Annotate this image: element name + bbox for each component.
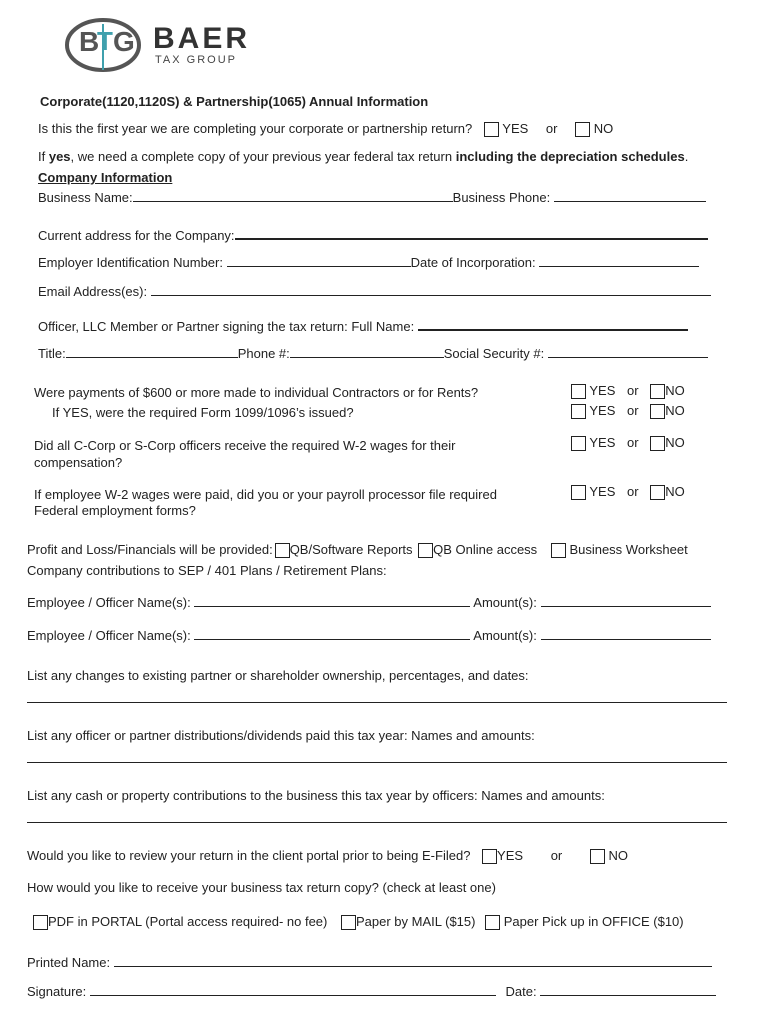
- note-bold: including the depreciation schedules: [455, 149, 685, 164]
- first-year-row: [38, 121, 613, 137]
- first-year-no-checkbox[interactable]: [575, 122, 590, 137]
- title-phone-ssn-row: [38, 346, 708, 361]
- w2-question-line1: Did all C-Corp or S-Corp officers receive the required W-2 wages for their: [34, 438, 456, 453]
- payments-600-or: or: [627, 383, 639, 398]
- form-1099-or: or: [627, 403, 639, 418]
- ownership-changes-input[interactable]: [27, 702, 727, 703]
- payments-600-yes-label: YES: [589, 383, 616, 398]
- employee-officer-row-2: [27, 628, 711, 643]
- note-yes: yes: [48, 149, 71, 164]
- officer-label: Officer, LLC Member or Partner signing the tax return: Full Name:: [38, 319, 415, 334]
- form-title: Corporate(1120,1120S) & Partnership(1065) Annual Information: [40, 94, 429, 109]
- employee-officer-label-2: Employee / Officer Name(s):: [27, 628, 191, 643]
- signature-label: Signature:: [27, 984, 87, 999]
- employee-officer-input-2[interactable]: [194, 628, 470, 640]
- signature-row: [27, 984, 716, 999]
- review-no-checkbox[interactable]: [590, 849, 605, 864]
- w2-no-label: NO: [665, 435, 685, 450]
- business-phone-label: Business Phone:: [452, 190, 551, 205]
- first-year-question: Is this the first year we are completing your corporate or partnership return?: [38, 121, 473, 136]
- email-label: Email Address(es):: [38, 284, 148, 299]
- title-label: Title:: [38, 346, 66, 361]
- business-name-label: Business Name:: [38, 190, 133, 205]
- employee-officer-row-1: [27, 595, 711, 610]
- review-row: [27, 848, 628, 864]
- form-1099-options: [571, 403, 685, 419]
- qb-online-checkbox[interactable]: [418, 543, 433, 558]
- date-incorporation-input[interactable]: [539, 255, 699, 267]
- form-1099-no-checkbox[interactable]: [650, 404, 665, 419]
- payroll-question-line1: If employee W-2 wages were paid, did you or your payroll processor file required: [34, 487, 497, 502]
- date-label: Date:: [505, 984, 537, 999]
- phone-input[interactable]: [290, 346, 444, 358]
- amount-input-1[interactable]: [541, 595, 711, 607]
- address-label: Current address for the Company:: [38, 228, 235, 243]
- payments-600-question: Were payments of $600 or more made to individual Contractors or for Rents?: [34, 385, 479, 400]
- review-yes-checkbox[interactable]: [482, 849, 497, 864]
- form-1099-no-label: NO: [665, 403, 685, 418]
- logo-monogram-b: B: [79, 26, 100, 57]
- payroll-or: or: [627, 484, 639, 499]
- payroll-question-line2: Federal employment forms?: [34, 503, 196, 518]
- first-year-yes-checkbox[interactable]: [484, 122, 499, 137]
- logo-name: BAER: [153, 22, 251, 55]
- payments-600-options: [571, 383, 685, 399]
- financials-row: [27, 542, 688, 558]
- payments-600-no-label: NO: [665, 383, 685, 398]
- payroll-yes-checkbox[interactable]: [571, 485, 586, 500]
- note-mid: , we need a complete copy of your previous year federal tax return: [70, 149, 456, 164]
- ein-input[interactable]: [227, 255, 411, 267]
- address-input[interactable]: [235, 227, 708, 240]
- signature-input[interactable]: [90, 984, 496, 996]
- review-question: Would you like to review your return in the client portal prior to being E-Filed?: [27, 848, 471, 863]
- ein-row: [38, 255, 699, 270]
- title-input[interactable]: [66, 346, 238, 358]
- company-info-heading: Company Information: [38, 170, 173, 185]
- qb-online-label: QB Online access: [433, 542, 538, 557]
- business-worksheet-checkbox[interactable]: [551, 543, 566, 558]
- date-incorporation-label: Date of Incorporation:: [410, 255, 536, 270]
- w2-options: [571, 435, 685, 451]
- company-logo: [65, 18, 265, 72]
- distributions-label: List any officer or partner distributions/dividends paid this tax year: Names and amounts:: [27, 728, 535, 743]
- qb-software-checkbox[interactable]: [275, 543, 290, 558]
- financials-label: Profit and Loss/Financials will be provided:: [27, 542, 273, 557]
- distributions-input[interactable]: [27, 762, 727, 763]
- amount-label-1: Amount(s):: [473, 595, 537, 610]
- w2-yes-label: YES: [589, 435, 616, 450]
- payroll-no-checkbox[interactable]: [650, 485, 665, 500]
- contributions-label: Company contributions to SEP / 401 Plans / Retirement Plans:: [27, 563, 387, 578]
- first-year-no-label: NO: [593, 121, 614, 136]
- payments-600-no-checkbox[interactable]: [650, 384, 665, 399]
- form-1099-yes-checkbox[interactable]: [571, 404, 586, 419]
- ownership-changes-label: List any changes to existing partner or shareholder ownership, percentages, and dates:: [27, 668, 529, 683]
- review-or: or: [550, 848, 563, 863]
- phone-label: Phone #:: [237, 346, 290, 361]
- delivery-options: [33, 914, 684, 930]
- contributions-list-label: List any cash or property contributions to the business this tax year by officers: Names and amounts:: [27, 788, 605, 803]
- payroll-yes-label: YES: [589, 484, 616, 499]
- email-row: [38, 284, 711, 299]
- officer-input[interactable]: [418, 318, 688, 331]
- payroll-no-label: NO: [665, 484, 685, 499]
- first-year-yes-label: YES: [502, 121, 529, 136]
- business-worksheet-label: Business Worksheet: [569, 542, 688, 557]
- email-input[interactable]: [151, 284, 711, 296]
- if-yes-note: [38, 149, 688, 164]
- w2-question-line2: compensation?: [34, 455, 123, 470]
- paper-mail-checkbox[interactable]: [341, 915, 356, 930]
- date-input[interactable]: [540, 984, 716, 996]
- paper-mail-label: Paper by MAIL ($15): [356, 914, 476, 929]
- first-year-or: or: [545, 121, 558, 136]
- ssn-label: Social Security #:: [443, 346, 545, 361]
- delivery-question: How would you like to receive your business tax return copy? (check at least one): [27, 880, 496, 895]
- officer-row: [38, 318, 688, 334]
- pdf-portal-label: PDF in PORTAL (Portal access required- no fee): [48, 914, 328, 929]
- ssn-input[interactable]: [548, 346, 708, 358]
- employee-officer-input-1[interactable]: [194, 595, 470, 607]
- form-1099-yes-label: YES: [589, 403, 616, 418]
- w2-no-checkbox[interactable]: [650, 436, 665, 451]
- business-name-row: [38, 190, 706, 205]
- employee-officer-label-1: Employee / Officer Name(s):: [27, 595, 191, 610]
- logo-monogram-g: G: [113, 26, 135, 57]
- address-row: [38, 227, 708, 243]
- payments-600-yes-checkbox[interactable]: [571, 384, 586, 399]
- business-phone-input[interactable]: [554, 190, 706, 202]
- w2-or: or: [627, 435, 639, 450]
- printed-name-input[interactable]: [114, 955, 712, 967]
- payroll-options: [571, 484, 685, 500]
- printed-name-row: [27, 955, 712, 970]
- ein-label: Employer Identification Number:: [38, 255, 223, 270]
- qb-software-label: QB/Software Reports: [289, 542, 413, 557]
- review-no-label: NO: [608, 848, 628, 863]
- paper-pickup-checkbox[interactable]: [485, 915, 500, 930]
- logo-monogram-t: T: [97, 26, 113, 56]
- paper-pickup-label: Paper Pick up in OFFICE ($10): [503, 914, 684, 929]
- amount-input-2[interactable]: [541, 628, 711, 640]
- logo-tagline: TAX GROUP: [155, 54, 237, 66]
- amount-label-2: Amount(s):: [473, 628, 537, 643]
- contributions-list-input[interactable]: [27, 822, 727, 823]
- w2-yes-checkbox[interactable]: [571, 436, 586, 451]
- printed-name-label: Printed Name:: [27, 955, 111, 970]
- business-name-input[interactable]: [133, 190, 453, 202]
- review-yes-label: YES: [497, 848, 524, 863]
- pdf-portal-checkbox[interactable]: [33, 915, 48, 930]
- note-pre: If: [38, 149, 49, 164]
- note-end: .: [684, 149, 689, 164]
- form-1099-question: If YES, were the required Form 1099/1096’s issued?: [52, 405, 354, 420]
